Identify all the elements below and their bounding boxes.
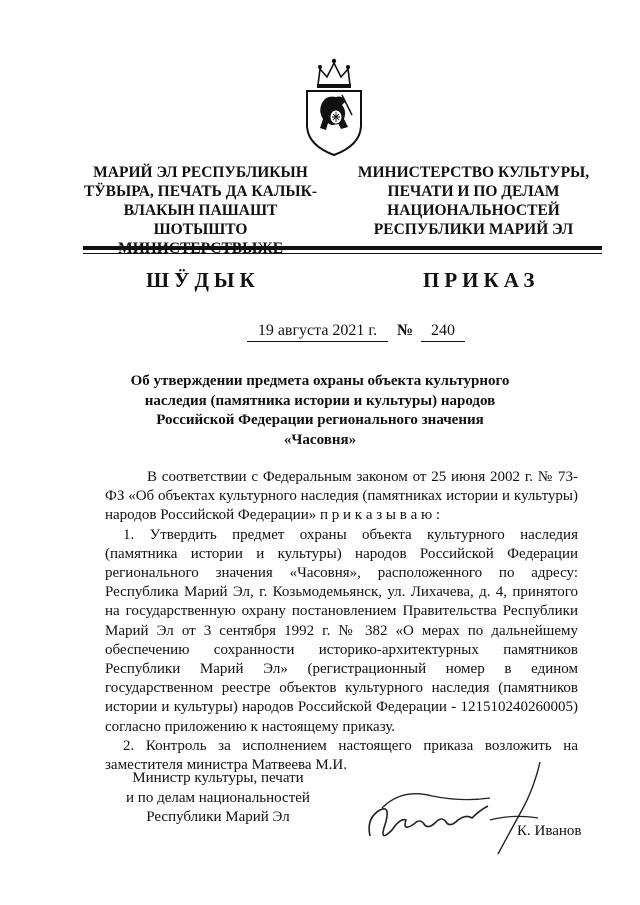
signatory-position-line: Министр культуры, печати [132, 770, 304, 786]
signatory-position-line: Республики Марий Эл [146, 809, 290, 825]
doc-type-mari: ШӰДЫК [146, 268, 260, 292]
header-right-line: МИНИСТЕРСТВО КУЛЬТУРЫ, [357, 164, 590, 181]
number-sign: № [397, 322, 414, 339]
order-number: 240 [421, 321, 465, 342]
coat-of-arms-icon [298, 55, 370, 159]
doc-type-russian: ПРИКАЗ [423, 268, 540, 292]
signatory-name: К. Иванов [517, 823, 582, 839]
title-line: «Часовня» [283, 431, 357, 448]
handwritten-signature [362, 758, 562, 858]
title-line: Российской Федерации регионального значения [156, 412, 484, 428]
date-number-line [0, 321, 640, 345]
title-line: наследия (памятника истории и культуры) народов [144, 392, 496, 409]
ministry-name-mari [78, 163, 323, 258]
header-right-line: РЕСПУБЛИКИ МАРИЙ ЭЛ [373, 221, 574, 238]
header-right-line: ПЕЧАТИ И ПО ДЕЛАМ [387, 183, 560, 200]
header-right-line: НАЦИОНАЛЬНОСТЕЙ [387, 202, 560, 219]
preamble-paragraph: В соответствии с Федеральным законом от 25 июня 2002 г. № 73-ФЗ «Об объектах культурного наследия (памятниках истории и культуры) народов Российской Федерации» п р и к а з ы в а ю : [105, 469, 578, 524]
header-divider-thin [83, 253, 602, 254]
header-left-line: ТӰВЫРА, ПЕЧАТЬ ДА КАЛЫК- [83, 183, 318, 200]
item-1-paragraph: 1. Утвердить предмет охраны объекта культурного наследия (памятника истории и культуры) народов Российской Федерации регионального значения «Часовня», расположенного по адресу: Республика Марий Эл, г. Козьмодемьянск, ул. Лихачева, д. 4, принятого на государственную охрану постановлением Правительства Республики Марий Эл от 3 сентября 1992 г. № 382 «О мерах по дальнейшему обеспечению сохранности историко-архитектурных памятников Республики Марий Эл» (регистрационный номер в едином государственном реестре объектов культурного наследия (памятников истории и культуры) народов Российской Федерации - 121510240260005) согласно приложению к настоящему приказу. [105, 526, 578, 735]
header-left-line: МАРИЙ ЭЛ РЕСПУБЛИКЫН [93, 164, 308, 181]
signatory-position [106, 769, 330, 828]
order-date: 19 августа 2021 г. [247, 321, 388, 342]
order-title [110, 372, 530, 450]
ministry-name-russian [346, 163, 601, 239]
header-divider-thick [83, 246, 602, 250]
order-body [105, 468, 578, 775]
signatory-position-line: и по делам национальностей [126, 789, 310, 806]
header-left-line: ВЛАКЫН ПАШАШТ ШОТЫШТО [123, 202, 278, 238]
item-2-paragraph: 2. Контроль за исполнением настоящего приказа возложить на заместителя министра Матвеева М.И. [105, 737, 578, 774]
title-line: Об утверждении предмета охраны объекта культурного [130, 373, 510, 389]
